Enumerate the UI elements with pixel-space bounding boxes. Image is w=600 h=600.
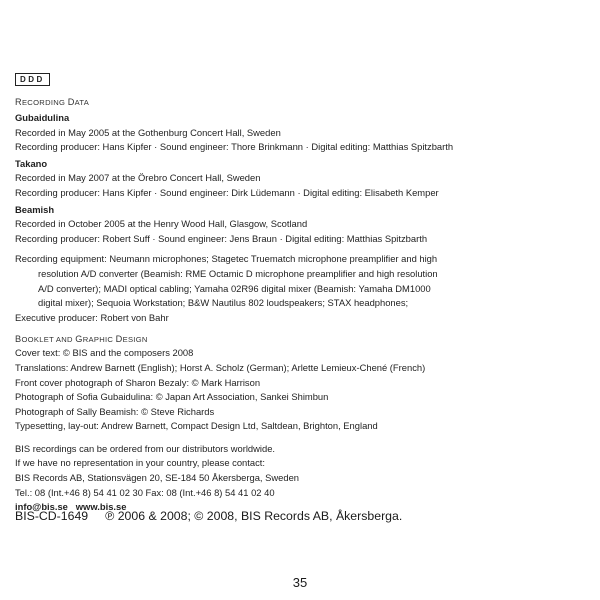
work-beamish: [15, 203, 585, 247]
work-title: Gubaidulina: [15, 112, 70, 123]
email-link[interactable]: info@bis.se: [15, 501, 68, 513]
copyright-notice: ℗ 2006 & 2008; © 2008, BIS Records AB, Åkersberga.: [105, 509, 403, 523]
booklet-heading-initial: B: [15, 334, 22, 345]
booklet-heading-rest: OOKLET AND: [21, 335, 73, 345]
booklet-line: Cover text: © BIS and the composers 2008: [15, 347, 194, 359]
work-takano: [15, 157, 585, 201]
work-line: Recording producer: Hans Kipfer · Sound engineer: Thore Brinkmann · Digital editing: Matthias Spitzbarth: [15, 141, 454, 153]
work-line: Recorded in October 2005 at the Henry Wood Hall, Glasgow, Scotland: [15, 218, 308, 230]
booklet-credits: [15, 346, 585, 434]
booklet-heading-rest3: ESIGN: [122, 335, 148, 345]
work-line: Recorded in May 2005 at the Gothenburg Concert Hall, Sweden: [15, 126, 281, 138]
contact-info: [15, 442, 585, 515]
contact-line: If we have no representation in your country, please contact:: [15, 457, 265, 469]
website-link[interactable]: www.bis.se: [75, 501, 127, 513]
spacer: [15, 434, 585, 442]
booklet-line: Front cover photograph of Sharon Bezaly: © Mark Harrison: [15, 376, 261, 388]
recording-data-heading: [15, 96, 585, 109]
work-gubaidulina: [15, 111, 585, 155]
recording-heading-initial2: D: [67, 97, 75, 107]
booklet-heading-rest2: RAPHIC: [82, 335, 114, 345]
booklet-line: Photograph of Sally Beamish: © Steve Richards: [15, 405, 215, 417]
work-line: Recording producer: Robert Suff · Sound engineer: Jens Braun · Digital editing: Matthias Spitzbarth: [15, 232, 428, 244]
work-title: Beamish: [15, 203, 55, 215]
booklet-line: Typesetting, lay-out: Andrew Barnett, Compact Design Ltd, Saltdean, Brighton, England: [15, 420, 378, 432]
contact-line: BIS Records AB, Stationsvägen 20, SE-184 50 Åkersberga, Sweden: [15, 472, 300, 484]
executive-producer: Executive producer: Robert von Bahr: [15, 311, 169, 323]
spacer: [15, 325, 585, 333]
equipment-line: resolution A/D converter (Beamish: RME Octamic D microphone preamplifier and high resolution: [38, 267, 438, 279]
recording-heading-rest2: ATA: [74, 98, 90, 107]
equipment-line: A/D converter); MADI optical cabling; Yamaha 02R96 digital mixer (Beamish: Yamaha DM1000: [38, 282, 431, 294]
contact-line: Tel.: 08 (Int.+46 8) 54 41 02 30 Fax: 08 (Int.+46 8) 54 41 02 40: [15, 486, 275, 498]
contact-line: BIS recordings can be ordered from our distributors worldwide.: [15, 442, 276, 454]
work-line: Recorded in May 2007 at the Örebro Concert Hall, Sweden: [15, 172, 261, 184]
credits-block: [15, 96, 585, 515]
recording-heading-initial: R: [15, 97, 22, 107]
booklet-design-heading: [15, 333, 585, 346]
catalog-line: [15, 508, 402, 524]
page-number: 35: [292, 575, 308, 590]
work-line: Recording producer: Hans Kipfer · Sound engineer: Dirk Lüdemann · Digital editing: Elisabeth Kemper: [15, 186, 439, 198]
catalog-number: BIS-CD-1649: [15, 509, 89, 523]
booklet-line: Photograph of Sofia Gubaidulina: © Japan Art Association, Sankei Shimbun: [15, 391, 329, 403]
equipment-line: Recording equipment: Neumann microphones; Stagetec Truematch microphone preamplifier and high: [15, 253, 438, 265]
booklet-heading-initial3: D: [115, 334, 123, 345]
booklet-line: Translations: Andrew Barnett (English); Horst A. Scholz (German); Arlette Lemieux-Chené (French): [15, 361, 426, 373]
ddd-badge: DDD: [15, 73, 50, 86]
equipment-line: digital mixer); Sequoia Workstation; B&W Nautilus 802 loudspeakers; STAX headphones;: [38, 297, 409, 309]
recording-equipment: [15, 252, 585, 325]
recording-heading-rest: ECORDING: [21, 98, 66, 107]
booklet-heading-initial2: G: [75, 334, 83, 345]
work-title: Takano: [15, 157, 48, 169]
